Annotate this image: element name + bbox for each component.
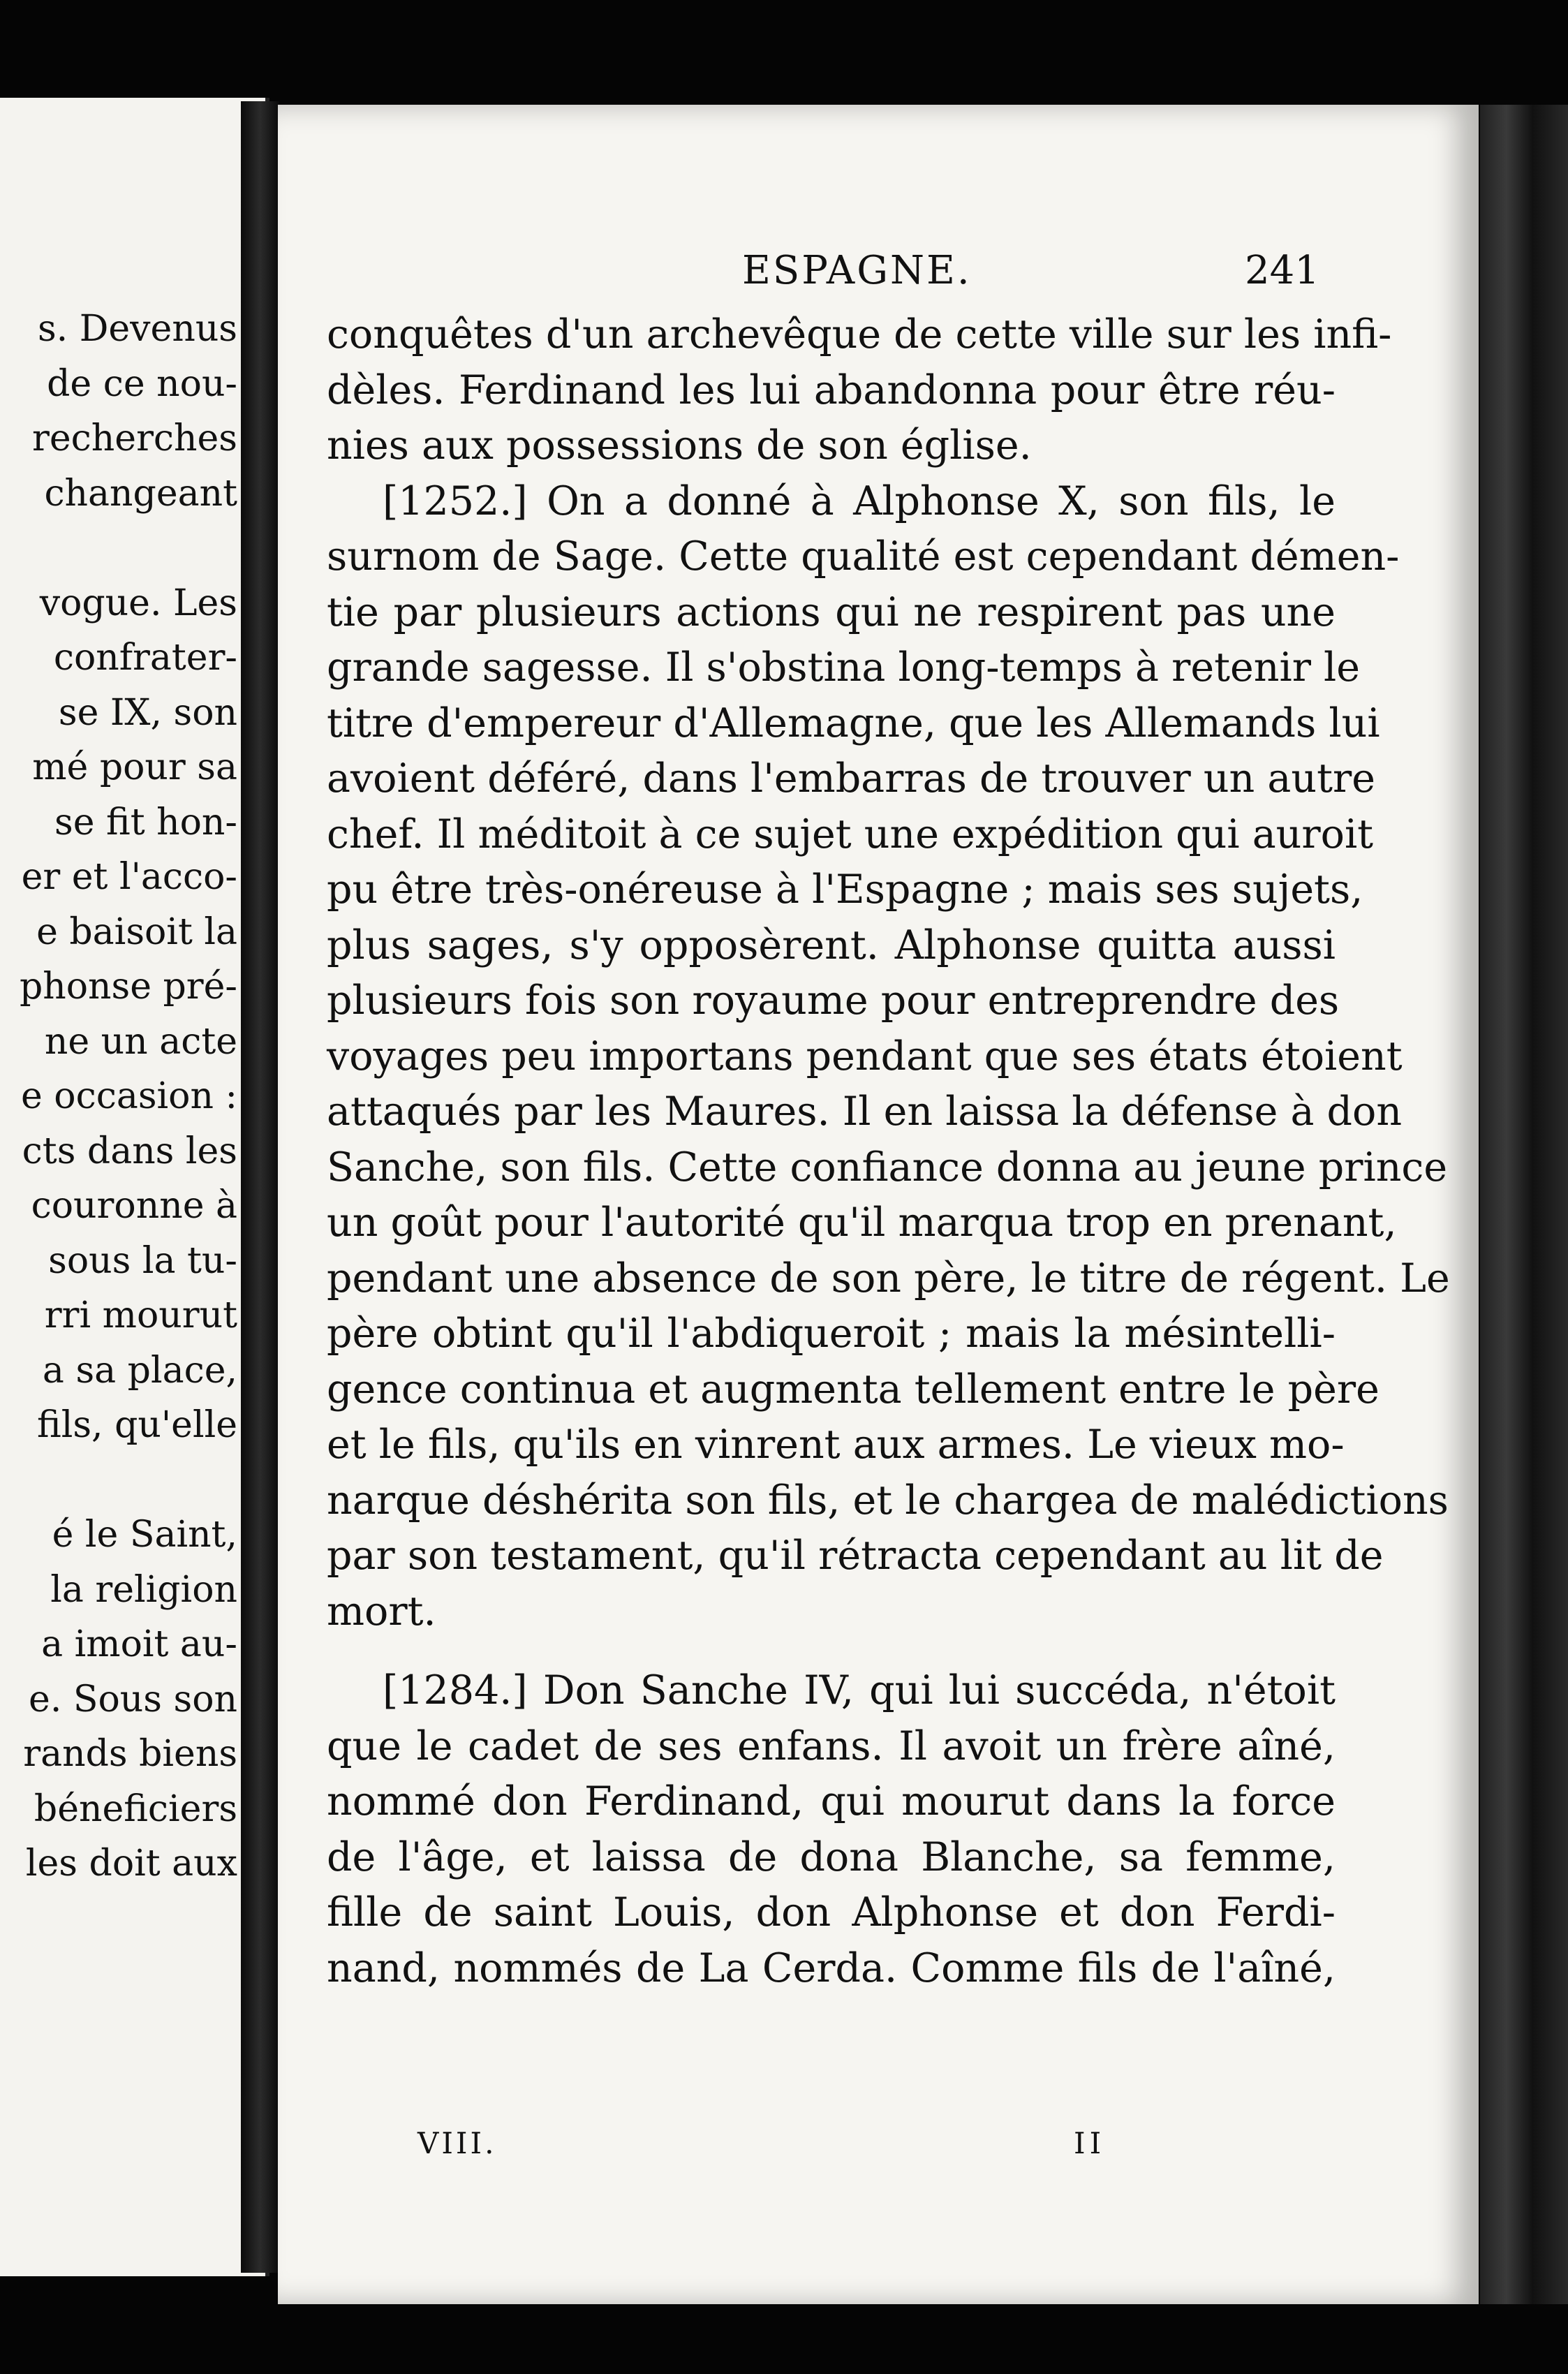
left-page-line: s. Devenus	[37, 308, 237, 350]
left-page-line: phonse pré-	[19, 966, 237, 1008]
running-title: ESPAGNE.	[742, 248, 972, 293]
text-line: que le cadet de ses enfans. Il avoit un frère aîné,	[327, 1723, 1336, 1769]
paragraph-start-line: [1284.] Don Sanche IV, qui lui succéda, n'étoit	[383, 1667, 1336, 1713]
left-page-line: sous la tu-	[48, 1239, 237, 1282]
text-line: de l'âge, et laissa de dona Blanche, sa femme,	[327, 1834, 1336, 1880]
left-page-line: vogue. Les	[39, 582, 237, 624]
left-page-line: fils, qu'elle	[37, 1404, 237, 1446]
book-page	[278, 105, 1479, 2304]
left-page-line: e occasion :	[20, 1075, 237, 1117]
left-page-line: recherches	[32, 418, 237, 459]
left-page-line: a sa place,	[42, 1349, 237, 1392]
signature-mark: VIII.	[417, 2126, 497, 2160]
page-number: 241	[1245, 248, 1319, 293]
text-line: nand, nommés de La Cerda. Comme fils de l'aîné,	[327, 1945, 1336, 1991]
book-gutter	[241, 101, 279, 2273]
text-line: chef. Il méditoit à ce sujet une expédition qui auroit	[327, 811, 1374, 857]
text-line: nies aux possessions de son église.	[327, 422, 1032, 469]
text-line: pu être très-onéreuse à l'Espagne ; mais ses sujets,	[327, 867, 1363, 913]
left-page-line: confrater-	[53, 637, 237, 679]
text-line: titre d'empereur d'Allemagne, que les Allemands lui	[327, 700, 1380, 746]
left-page-line: la religion	[50, 1568, 237, 1611]
left-page-line: les doit aux	[25, 1843, 237, 1885]
text-line: Sanche, son fils. Cette confiance donna au jeune prince	[327, 1144, 1448, 1190]
text-line: pendant une absence de son père, le titre de régent. Le	[327, 1255, 1450, 1302]
text-line: un goût pour l'autorité qu'il marqua trop en prenant,	[327, 1200, 1397, 1246]
text-line: par son testament, qu'il rétracta cependant au lit de	[327, 1533, 1384, 1579]
page-edge-shadow	[1480, 105, 1568, 2304]
text-line: fille de saint Louis, don Alphonse et don Ferdi-	[327, 1889, 1336, 1936]
text-line: attaqués par les Maures. Il en laissa la défense à don	[327, 1089, 1403, 1135]
text-line: avoient déféré, dans l'embarras de trouver un autre	[327, 755, 1375, 802]
text-line: plus sages, s'y opposèrent. Alphonse quitta aussi	[327, 922, 1336, 968]
left-page-line: e. Sous son	[29, 1678, 237, 1720]
left-page-line: rands biens	[23, 1733, 237, 1775]
left-page-line: de ce nou-	[47, 362, 237, 405]
text-line: tie par plusieurs actions qui ne respirent pas une	[327, 589, 1336, 635]
left-page-line: ne un acte	[44, 1020, 237, 1063]
text-line: conquêtes d'un archevêque de cette ville sur les infi-	[327, 311, 1392, 357]
left-page-line: é le Saint,	[52, 1514, 237, 1556]
page-footer	[278, 2126, 1479, 2175]
left-page-line: béneficiers	[34, 1787, 237, 1830]
left-page-line: mé pour sa	[32, 746, 237, 788]
text-line: gence continua et augmenta tellement entre le père	[327, 1366, 1380, 1413]
left-page-line: a imoit au-	[41, 1623, 237, 1665]
page-header	[278, 248, 1479, 304]
left-page-line: couronne à	[31, 1185, 237, 1227]
left-page-line: er et l'acco-	[21, 856, 237, 898]
text-line: narque déshérita son fils, et le chargea de malédictions	[327, 1477, 1449, 1524]
left-page-line: cts dans les	[22, 1130, 237, 1172]
left-facing-page	[0, 98, 269, 2276]
signature-number: II	[1074, 2126, 1106, 2160]
body-text	[327, 307, 1450, 1996]
left-page-line: e baisoit la	[36, 910, 237, 953]
left-page-line: rri mourut	[44, 1295, 237, 1336]
text-line: grande sagesse. Il s'obstina long-temps à retenir le	[327, 644, 1361, 691]
text-line: mort.	[327, 1588, 436, 1635]
text-line: et le fils, qu'ils en vinrent aux armes. Le vieux mo-	[327, 1422, 1345, 1468]
text-line: plusieurs fois son royaume pour entreprendre des	[327, 978, 1340, 1024]
paragraph-start-line: [1252.] On a donné à Alphonse X, son fils, le	[383, 478, 1336, 524]
text-line: nommé don Ferdinand, qui mourut dans la force	[327, 1778, 1336, 1824]
left-page-line: changeant	[44, 472, 237, 515]
text-line: dèles. Ferdinand les lui abandonna pour être réu-	[327, 367, 1336, 413]
text-line: surnom de Sage. Cette qualité est cependant démen-	[327, 533, 1400, 580]
text-line: père obtint qu'il l'abdiqueroit ; mais la mésintelli-	[327, 1311, 1336, 1357]
left-page-line: se IX, son	[58, 691, 237, 734]
left-page-line: se fit hon-	[54, 801, 237, 843]
text-line: voyages peu importans pendant que ses états étoient	[327, 1033, 1403, 1079]
